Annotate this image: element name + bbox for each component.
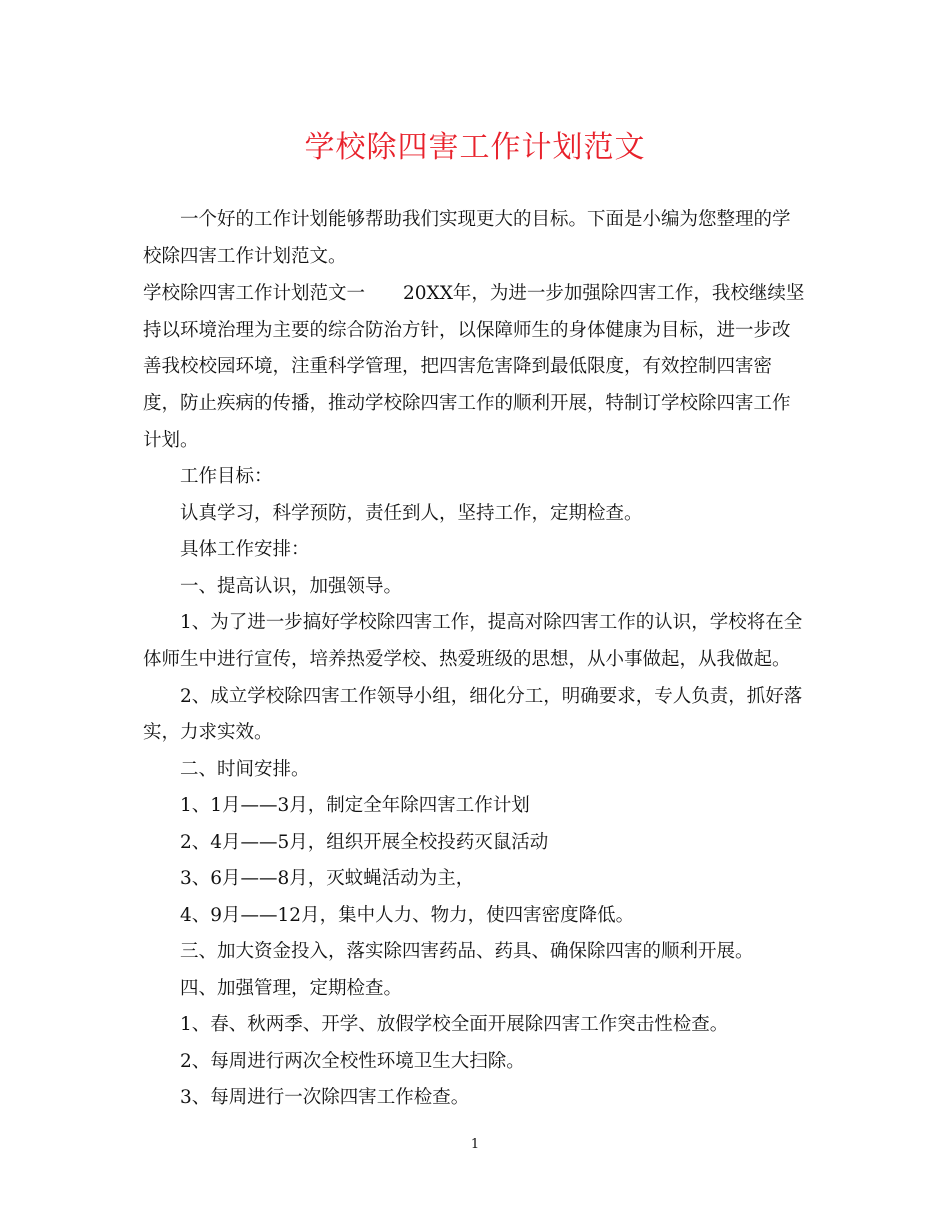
section-one-line-5: 计划。 <box>143 430 199 451</box>
section-one-label: 学校除四害工作计划范文一 <box>143 283 366 304</box>
section-one-line-1 <box>143 281 804 307</box>
inspection-item: 2、每周进行两次全校性环境卫生大扫除。 <box>180 1051 525 1072</box>
item-1-para-2-line-1: 2、成立学校除四害工作领导小组，细化分工，明确要求，专人负责，抓好落 <box>180 686 803 707</box>
document-title: 学校除四害工作计划范文 <box>304 130 646 165</box>
item-1-para-2-line-2: 实，力求实效。 <box>143 722 273 743</box>
inspection-item: 1、春、秋两季、开学、放假学校全面开展除四害工作突击性检查。 <box>180 1014 729 1035</box>
item-1-para-1-line-2: 体师生中进行宣传，培养热爱学校、热爱班级的思想，从小事做起，从我做起。 <box>143 649 791 670</box>
intro-line-1: 一个好的工作计划能够帮助我们实现更大的目标。下面是小编为您整理的学 <box>180 209 791 230</box>
intro-line-2: 校除四害工作计划范文。 <box>143 246 347 267</box>
section-one-line-2: 持以环境治理为主要的综合防治方针，以保障师生的身体健康为目标，进一步改 <box>143 320 791 341</box>
item-1-para-1-line-1: 1、为了进一步搞好学校除四害工作，提高对除四害工作的认识，学校将在全 <box>180 612 803 633</box>
item-1-heading: 一、提高认识，加强领导。 <box>180 576 403 597</box>
arrangement-heading: 具体工作安排： <box>180 539 310 560</box>
goal-heading: 工作目标： <box>180 466 273 487</box>
schedule-item: 4、9月——12月，集中人力、物力，使四害密度降低。 <box>180 905 635 926</box>
section-one-line-4: 度，防止疾病的传播，推动学校除四害工作的顺利开展，特制订学校除四害工作 <box>143 393 791 414</box>
schedule-item: 3、6月——8月，灭蚊蝇活动为主， <box>180 868 475 889</box>
inspection-item: 3、每周进行一次除四害工作检查。 <box>180 1087 470 1108</box>
section-one-line-3: 善我校校园环境，注重科学管理，把四害危害降到最低限度，有效控制四害密 <box>143 356 773 377</box>
section-one-text: 20XX年，为进一步加强除四害工作，我校继续坚 <box>403 283 805 304</box>
page-number: 1 <box>470 1137 480 1152</box>
item-3-heading: 三、加大资金投入，落实除四害药品、药具、确保除四害的顺利开展。 <box>180 941 754 962</box>
item-2-heading: 二、时间安排。 <box>180 759 310 780</box>
schedule-item: 2、4月——5月，组织开展全校投药灭鼠活动 <box>180 832 549 853</box>
goal-text: 认真学习，科学预防，责任到人，坚持工作，定期检查。 <box>180 503 643 524</box>
item-4-heading: 四、加强管理，定期检查。 <box>180 978 403 999</box>
schedule-item: 1、1月——3月，制定全年除四害工作计划 <box>180 795 530 816</box>
